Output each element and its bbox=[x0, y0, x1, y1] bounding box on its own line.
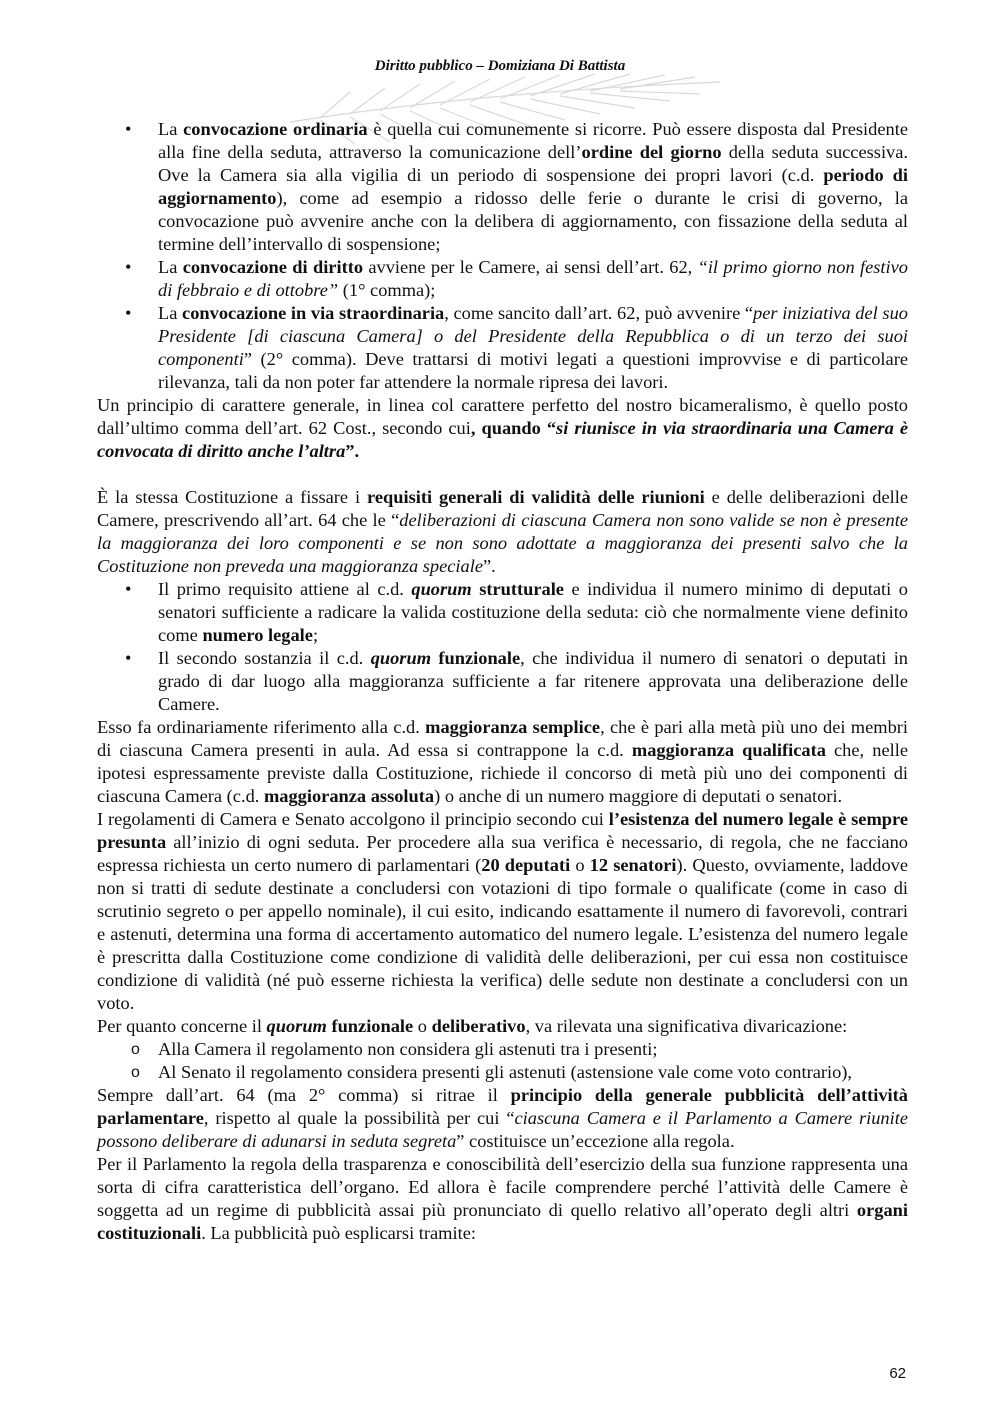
item-text: Al Senato il regolamento considera presenti gli astenuti (astensione vale come voto contrario), bbox=[158, 1062, 853, 1082]
paragraph: È la stessa Costituzione a fissare i requisiti generali di validità delle riunioni e delle deliberazioni delle Camere, prescrivendo all’art. 64 che le “deliberazioni di ciascuna Camera non sono valide se non è presente la maggioranza dei loro componenti e se non sono adottate a maggioranza dei presenti salvo che la Costituzione non preveda una maggioranza speciale”. bbox=[97, 487, 908, 576]
list-item bbox=[97, 256, 908, 302]
page-content bbox=[97, 118, 908, 1245]
page-number: 62 bbox=[889, 1365, 906, 1382]
paragraph: Esso fa ordinariamente riferimento alla c.d. maggioranza semplice, che è pari alla metà più uno dei membri di ciascuna Camera presenti in aula. Ad essa si contrappone la c.d. maggioranza qualificata che, nelle ipotesi espressamente previste dalla Costituzione, richiede il concorso di metà più uno dei componenti di ciascuna Camera (c.d. maggioranza assoluta) o anche di un numero maggiore di deputati o senatori. bbox=[97, 717, 908, 806]
list-item bbox=[97, 1061, 908, 1084]
item-text: La convocazione di diritto avviene per le Camere, ai sensi dell’art. 62, “il primo giorno non festivo di febbraio e di ottobre” (1° comma); bbox=[158, 257, 908, 300]
paragraph: Sempre dall’art. 64 (ma 2° comma) si ritrae il principio della generale pubblicità dell’attività parlamentare, rispetto al quale la possibilità per cui “ciascuna Camera e il Parlamento a Camere riunite possono deliberare di adunarsi in seduta segreta” costituisce un’eccezione alla regola. bbox=[97, 1085, 908, 1151]
paragraph: Per quanto concerne il quorum funzionale o deliberativo, va rilevata una significativa divaricazione: bbox=[97, 1016, 848, 1036]
paragraph: I regolamenti di Camera e Senato accolgono il principio secondo cui l’esistenza del numero legale è sempre presunta all’inizio di ogni seduta. Per procedere alla sua verifica è necessario, di regola, che ne facciano espressa richiesta un certo numero di parlamentari (20 deputati o 12 senatori). Questo, ovviamente, laddove non si tratti di sedute destinate a concludersi con votazioni di tipo formale o qualificate (come in caso di scrutinio segreto o per appello nominale), il cui esito, indicando esattamente il numero di favorevoli, contrari e astenuti, determina una forma di accertamento automatico del numero legale. L’esistenza del numero legale è prescritta dalla Costituzione come condizione di validità delle deliberazioni, per cui essa non costituisce condizione di validità (né può esserne richiesta la verifica) delle sedute non destinate a concludersi con un voto. bbox=[97, 809, 909, 1013]
bullet-marker: • bbox=[125, 257, 132, 277]
sub-bullet-marker: o bbox=[131, 1064, 140, 1081]
sub-bullet-marker: o bbox=[131, 1041, 140, 1058]
item-text: La convocazione ordinaria è quella cui comunemente si ricorre. Può essere disposta dal Presidente alla fine della seduta, attraverso la comunicazione dell’ordine del giorno della seduta successiva. Ove la Camera sia alla vigilia di un periodo di sospensione dei propri lavori (c.d. periodo di aggiornamento), come ad esempio a ridosso delle ferie o durante le crisi di governo, la convocazione può avvenire anche con la delibera di aggiornamento, con fissazione della seduta al termine dell’intervallo di sospensione; bbox=[158, 119, 909, 254]
paragraph: Per il Parlamento la regola della trasparenza e conoscibilità dell’esercizio della sua funzione rappresenta una sorta di cifra caratteristica dell’organo. Ed allora è facile comprendere perché l’attività delle Camere è soggetta ad un regime di pubblicità assai più pronunciato di quello relativo all’operato degli altri organi costituzionali. La pubblicità può esplicarsi tramite: bbox=[97, 1154, 908, 1243]
paragraph: Un principio di carattere generale, in linea col carattere perfetto del nostro bicameralismo, è quello posto dall’ultimo comma dell’art. 62 Cost., secondo cui, quando “si riunisce in via straordinaria una Camera è convocata di diritto anche l’altra”. bbox=[97, 395, 908, 461]
list-item bbox=[97, 647, 908, 716]
list-item bbox=[97, 1038, 908, 1061]
item-text: Alla Camera il regolamento non considera gli astenuti tra i presenti; bbox=[158, 1039, 658, 1059]
sub-list bbox=[97, 1038, 908, 1084]
bullet-marker: • bbox=[125, 119, 132, 139]
bullet-marker: • bbox=[125, 579, 132, 599]
convocation-list bbox=[97, 118, 908, 394]
quorum-list bbox=[97, 578, 908, 716]
page-header: Diritto pubblico – Domiziana Di Battista bbox=[374, 58, 626, 74]
list-item bbox=[97, 578, 908, 647]
list-item bbox=[97, 118, 908, 256]
bullet-marker: • bbox=[125, 648, 132, 668]
list-item bbox=[97, 302, 908, 394]
item-text: Il secondo sostanzia il c.d. quorum funzionale, che individua il numero di senatori o deputati in grado di dar luogo alla maggioranza sufficiente a far ritenere approvata una deliberazione delle Camere. bbox=[158, 648, 909, 714]
item-text: La convocazione in via straordinaria, come sancito dall’art. 62, può avvenire “per iniziativa del suo Presidente [di ciascuna Camera] o del Presidente della Repubblica o di un terzo dei suoi componenti” (2° comma). Deve trattarsi di motivi legati a questioni improvvise e di particolare rilevanza, tali da non poter far attendere la normale ripresa dei lavori. bbox=[158, 303, 908, 392]
bullet-marker: • bbox=[125, 303, 132, 323]
item-text: Il primo requisito attiene al c.d. quorum strutturale e individua il numero minimo di deputati o senatori sufficiente a radicare la valida costituzione della seduta: ciò che normalmente viene definito come numero legale; bbox=[158, 579, 908, 645]
